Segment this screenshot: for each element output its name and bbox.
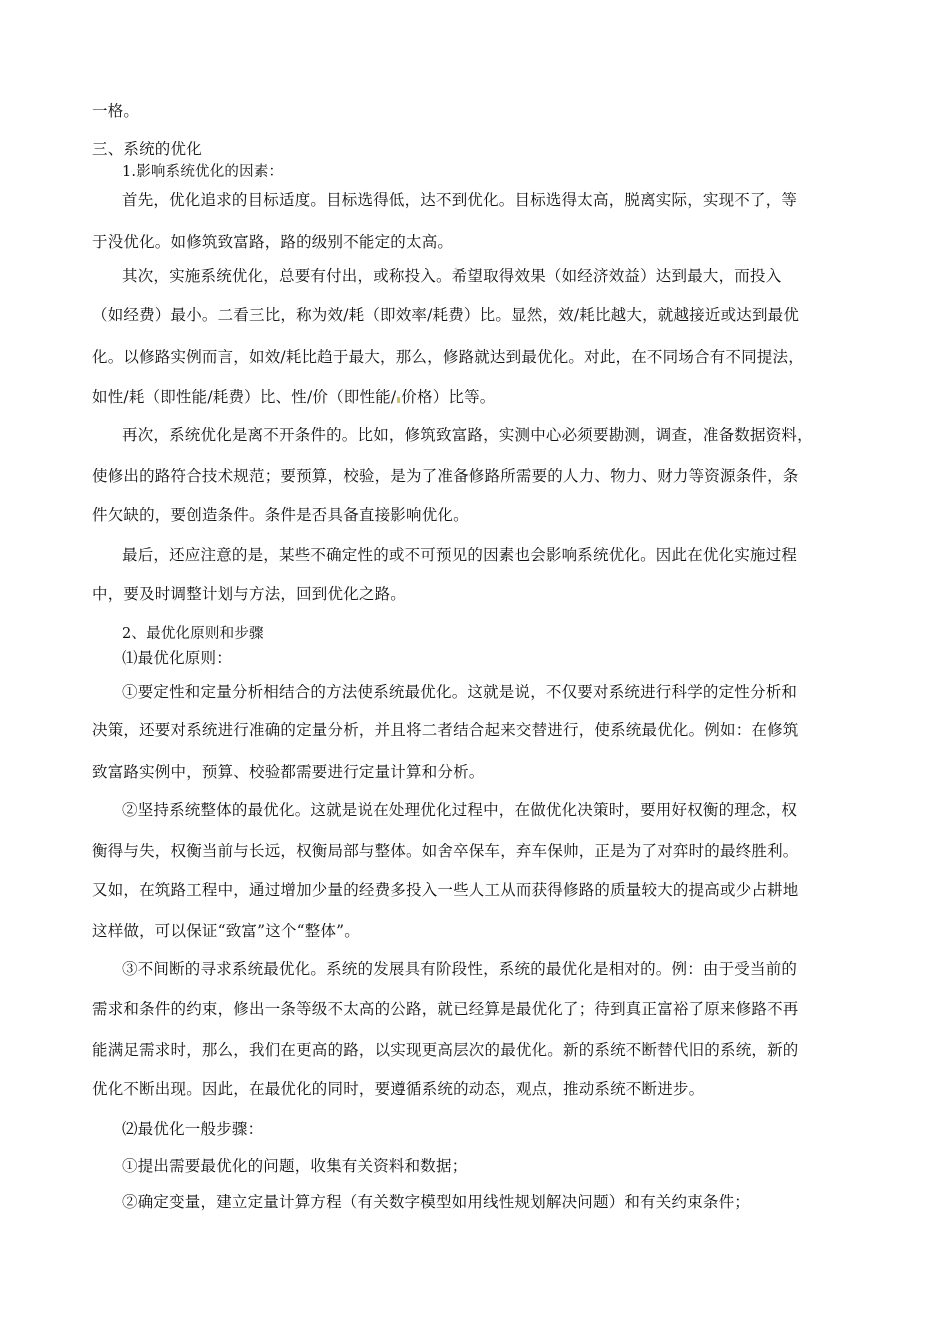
paragraph-line: ①要定性和定量分析相结合的方法使系统最优化。这就是说，不仅要对系统进行科学的定性分析和 bbox=[122, 683, 798, 701]
paragraph-line: 再次，系统优化是离不开条件的。比如，修筑致富路，实测中心必须要勘测，调查，准备数据资料， bbox=[122, 426, 813, 444]
line-segment: 价格）比等。 bbox=[401, 388, 496, 406]
paragraph-line: 于没优化。如修筑致富路，路的级别不能定的太高。 bbox=[92, 233, 454, 251]
paragraph-line: 能满足需求时，那么，我们在更高的路，以实现更高层次的最优化。新的系统不断替代旧的系统，新的 bbox=[92, 1041, 799, 1059]
subsection-heading: ⑵最优化一般步骤： bbox=[122, 1120, 264, 1138]
paragraph-line: 中，要及时调整计划与方法，回到优化之路。 bbox=[92, 585, 407, 603]
section-heading: 三、系统的优化 bbox=[92, 140, 202, 158]
paragraph-line: 决策，还要对系统进行准确的定量分析，并且将二者结合起来交替进行，使系统最优化。例如：在修筑 bbox=[92, 721, 799, 739]
paragraph-line: ②确定变量，建立定量计算方程（有关数字模型如用线性规划解决问题）和有关约束条件； bbox=[122, 1193, 751, 1211]
paragraph-line: ②坚持系统整体的最优化。这就是说在处理优化过程中，在做优化决策时，要用好权衡的理念，权 bbox=[122, 801, 798, 819]
paragraph-line: 最后，还应注意的是，某些不确定性的或不可预见的因素也会影响系统优化。因此在优化实施过程 bbox=[122, 546, 798, 564]
paragraph-line: 首先，优化追求的目标适度。目标选得低，达不到优化。目标选得太高，脱离实际，实现不了，等 bbox=[122, 191, 798, 209]
paragraph-line: 这样做，可以保证“致富”这个“整体”。 bbox=[92, 922, 360, 940]
paragraph-line: 又如，在筑路工程中，通过增加少量的经费多投入一些人工从而获得修路的质量较大的提高或少占耕地 bbox=[92, 881, 799, 899]
paragraph-line: ①提出需要最优化的问题，收集有关资料和数据； bbox=[122, 1157, 468, 1175]
paragraph-line: （如经费）最小。二看三比，称为效/耗（即效率/耗费）比。显然，效/耗比越大，就越接近或达到最优 bbox=[92, 306, 800, 324]
subsection-heading: 1.影响系统优化的因素： bbox=[122, 164, 284, 180]
paragraph-line: 需求和条件的约束，修出一条等级不太高的公路，就已经算是最优化了；待到真正富裕了原来修路不再 bbox=[92, 1000, 799, 1018]
paragraph-line: ③不间断的寻求系统最优化。系统的发展具有阶段性，系统的最优化是相对的。例：由于受当前的 bbox=[122, 960, 798, 978]
subsection-heading: 2、最优化原则和步骤 bbox=[122, 626, 264, 642]
paragraph-line: 优化不断出现。因此，在最优化的同时，要遵循系统的动态，观点，推动系统不断进步。 bbox=[92, 1080, 705, 1098]
highlight-mark bbox=[397, 397, 400, 403]
paragraph-line: 件欠缺的，要创造条件。条件是否具备直接影响优化。 bbox=[92, 506, 469, 524]
paragraph-line: 其次，实施系统优化，总要有付出，或称投入。希望取得效果（如经济效益）达到最大，而投入 bbox=[122, 267, 782, 285]
paragraph-line: 一格。 bbox=[92, 102, 140, 120]
line-segment: 如性/耗（即性能/耗费）比、性/价（即性能/ bbox=[92, 388, 397, 406]
paragraph-line bbox=[92, 387, 496, 407]
paragraph-line: 化。以修路实例而言，如效/耗比趋于最大，那么，修路就达到最优化。对此，在不同场合有不同提法， bbox=[92, 348, 804, 366]
paragraph-line: 衡得与失，权衡当前与长远，权衡局部与整体。如舍卒保车，弃车保帅，正是为了对弈时的最终胜利。 bbox=[92, 842, 799, 860]
paragraph-line: 致富路实例中，预算、校验都需要进行定量计算和分析。 bbox=[92, 763, 485, 781]
subsection-heading: ⑴最优化原则： bbox=[122, 649, 232, 667]
paragraph-line: 使修出的路符合技术规范；要预算，校验，是为了准备修路所需要的人力、物力、财力等资源条件，条 bbox=[92, 467, 799, 485]
